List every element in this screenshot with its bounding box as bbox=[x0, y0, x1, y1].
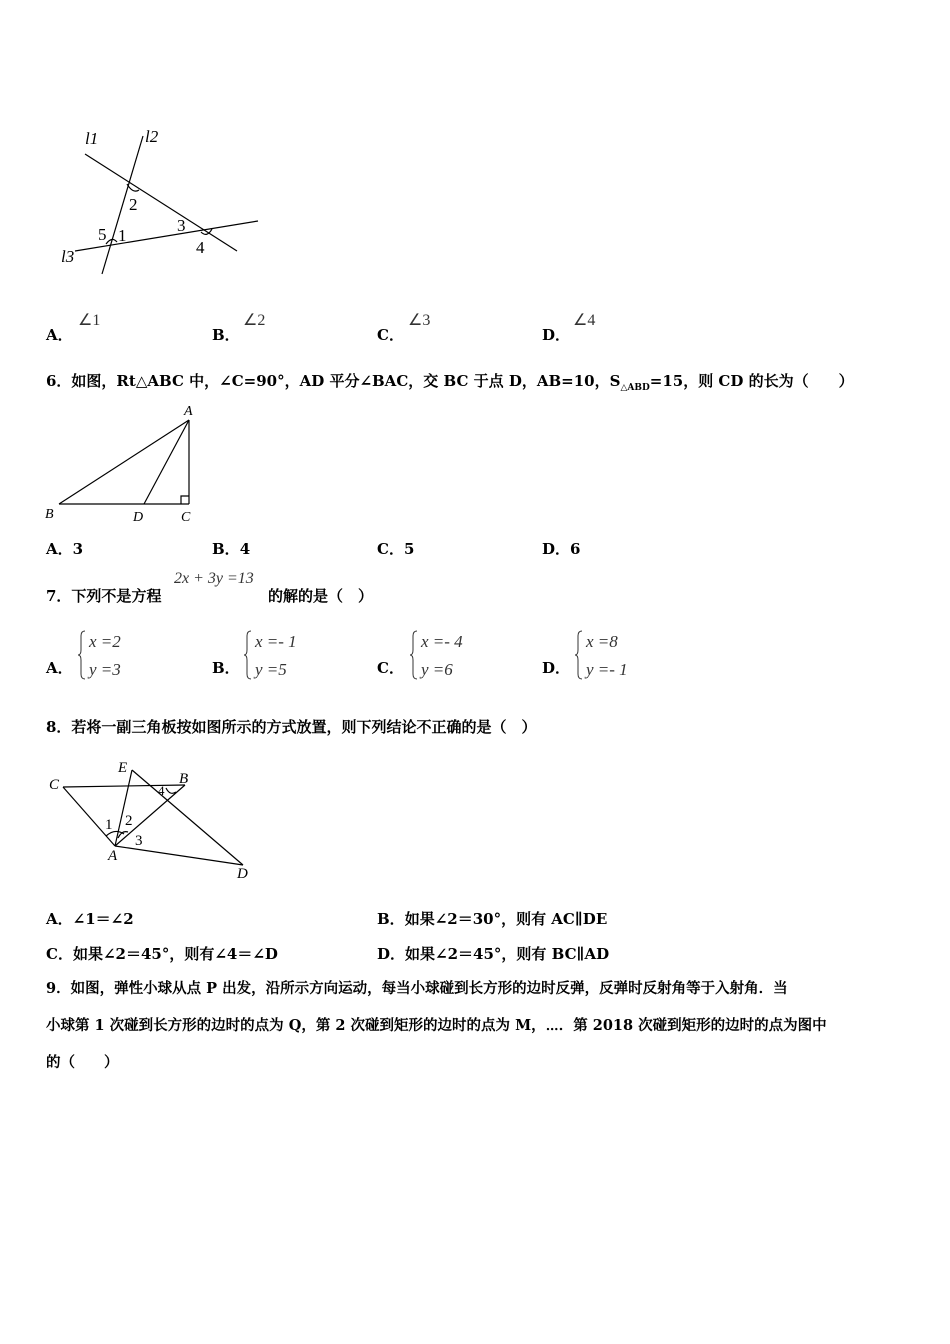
label-l2: l2 bbox=[145, 127, 159, 146]
option-letter: C． bbox=[46, 945, 73, 963]
q5-figure bbox=[55, 118, 275, 278]
option-text: 3 bbox=[72, 540, 84, 558]
system-line-1: x =- 4 bbox=[421, 632, 463, 651]
option-letter: A． bbox=[46, 910, 73, 928]
label-c: C bbox=[181, 510, 191, 525]
label-a: A bbox=[184, 404, 193, 419]
option-letter: B． bbox=[377, 910, 405, 928]
q7-option-b-system bbox=[244, 628, 324, 684]
label-angle-3: 3 bbox=[177, 216, 186, 235]
brace-icon bbox=[575, 630, 583, 680]
q7-option-d-system bbox=[575, 628, 655, 684]
label-angle-1: 1 bbox=[105, 817, 113, 833]
option-letter: D． bbox=[377, 945, 406, 963]
q9-stem-line-3: 的（ ） bbox=[46, 1054, 119, 1071]
q8-figure bbox=[40, 752, 260, 887]
q5-option-c[interactable] bbox=[377, 312, 431, 345]
q8-option-b[interactable] bbox=[377, 908, 607, 929]
option-text: 4 bbox=[239, 540, 251, 558]
q6-stem-text-end: =15，则 CD 的长为（ ） bbox=[649, 372, 854, 390]
option-letter: B． bbox=[212, 659, 240, 677]
option-letter: D． bbox=[542, 540, 571, 558]
option-text: ∠1 bbox=[78, 312, 101, 329]
option-letter: A． bbox=[46, 540, 73, 558]
option-letter: B． bbox=[212, 326, 240, 344]
q7-option-c[interactable] bbox=[377, 657, 404, 678]
label-angle-2: 2 bbox=[125, 813, 133, 829]
q7-option-b[interactable] bbox=[212, 657, 240, 678]
brace-icon bbox=[78, 630, 86, 680]
q6-stem-sub: △ABD bbox=[620, 383, 650, 393]
option-text: ∠2 bbox=[243, 312, 266, 329]
option-letter: C． bbox=[377, 659, 404, 677]
label-angle-2: 2 bbox=[129, 195, 138, 214]
q8-stem: 8．若将一副三角板按如图所示的方式放置，则下列结论不正确的是（ ） bbox=[46, 718, 537, 736]
q5-option-a[interactable] bbox=[46, 312, 101, 345]
label-angle-4: 4 bbox=[158, 783, 165, 798]
label-angle-4: 4 bbox=[196, 238, 205, 257]
q7-option-d[interactable] bbox=[542, 657, 570, 678]
q6-stem-text: 6．如图，Rt△ABC 中，∠C=90°，AD 平分∠BAC，交 BC 于点 D，AB=10，S bbox=[46, 372, 621, 390]
q7-stem-text: 7．下列不是方程 bbox=[46, 587, 162, 605]
system-line-1: x =8 bbox=[586, 632, 618, 651]
label-angle-3: 3 bbox=[135, 833, 143, 849]
q7-option-a[interactable] bbox=[46, 657, 73, 678]
label-l1: l1 bbox=[85, 129, 99, 148]
q8-option-d[interactable] bbox=[377, 943, 609, 964]
q8-option-a[interactable] bbox=[46, 908, 134, 929]
option-letter: B． bbox=[212, 540, 240, 558]
system-line-2: y =- 1 bbox=[586, 660, 628, 679]
label-a: A bbox=[108, 848, 118, 864]
system-line-2: y =6 bbox=[421, 660, 453, 679]
option-text: 如果∠2＝45°，则有∠4＝∠D bbox=[72, 945, 278, 963]
label-b: B bbox=[179, 771, 189, 787]
option-text: 如果∠2＝45°，则有 BC∥AD bbox=[405, 945, 610, 963]
option-letter: D． bbox=[542, 659, 571, 677]
brace-icon bbox=[410, 630, 418, 680]
q7-stem-end: 的解的是（ ） bbox=[268, 587, 374, 605]
q6-option-d[interactable] bbox=[542, 538, 580, 559]
system-line-2: y =5 bbox=[255, 660, 287, 679]
q7-equation: 2x + 3y =13 bbox=[174, 570, 254, 587]
q7-option-c-system bbox=[410, 628, 490, 684]
label-angle-1: 1 bbox=[118, 226, 127, 245]
option-text: 如果∠2＝30°，则有 AC∥DE bbox=[404, 910, 608, 928]
q8-option-c[interactable] bbox=[46, 943, 278, 964]
q7-stem bbox=[46, 585, 161, 606]
q6-stem bbox=[46, 370, 854, 393]
q5-option-b[interactable] bbox=[212, 312, 266, 345]
option-letter: D． bbox=[542, 326, 571, 344]
label-b: B bbox=[45, 507, 54, 522]
segment-ad bbox=[144, 420, 189, 504]
option-text: ∠3 bbox=[408, 312, 431, 329]
label-d: D bbox=[237, 866, 248, 882]
system-line-1: x =- 1 bbox=[255, 632, 297, 651]
label-d: D bbox=[133, 510, 144, 525]
option-letter: C． bbox=[377, 326, 404, 344]
right-angle-mark bbox=[181, 496, 189, 504]
brace-icon bbox=[244, 630, 252, 680]
q6-option-a[interactable] bbox=[46, 538, 83, 559]
option-letter: A． bbox=[46, 659, 73, 677]
option-text: 5 bbox=[403, 540, 415, 558]
segment-cb bbox=[63, 785, 185, 787]
option-text: ∠1＝∠2 bbox=[72, 910, 134, 928]
q5-option-d[interactable] bbox=[542, 312, 596, 345]
q9-stem-line-2: 小球第 1 次碰到长方形的边时的点为 Q，第 2 次碰到矩形的边时的点为 M，⋯．第 2018 次碰到矩形的边时的点为图中 bbox=[46, 1017, 827, 1034]
angle-arc-4 bbox=[166, 788, 176, 793]
system-line-2: y =3 bbox=[89, 660, 121, 679]
label-c: C bbox=[49, 777, 60, 793]
segment-ea bbox=[115, 770, 132, 846]
label-angle-5: 5 bbox=[98, 225, 107, 244]
option-text: 6 bbox=[570, 540, 581, 558]
label-l3: l3 bbox=[61, 247, 75, 266]
q6-option-c[interactable] bbox=[377, 538, 414, 559]
q6-figure bbox=[40, 400, 210, 528]
q9-stem-line-1: 9．如图，弹性小球从点 P 出发，沿所示方向运动，每当小球碰到长方形的边时反弹，反弹时反射角等于入射角．当 bbox=[46, 980, 788, 997]
angle-arc-2 bbox=[118, 832, 128, 838]
option-text: ∠4 bbox=[573, 312, 596, 329]
label-e: E bbox=[118, 760, 128, 776]
q7-option-a-system bbox=[78, 628, 158, 684]
segment-ab bbox=[59, 420, 189, 504]
option-letter: A． bbox=[46, 326, 73, 344]
system-line-1: x =2 bbox=[89, 632, 121, 651]
q6-option-b[interactable] bbox=[212, 538, 250, 559]
option-letter: C． bbox=[377, 540, 404, 558]
